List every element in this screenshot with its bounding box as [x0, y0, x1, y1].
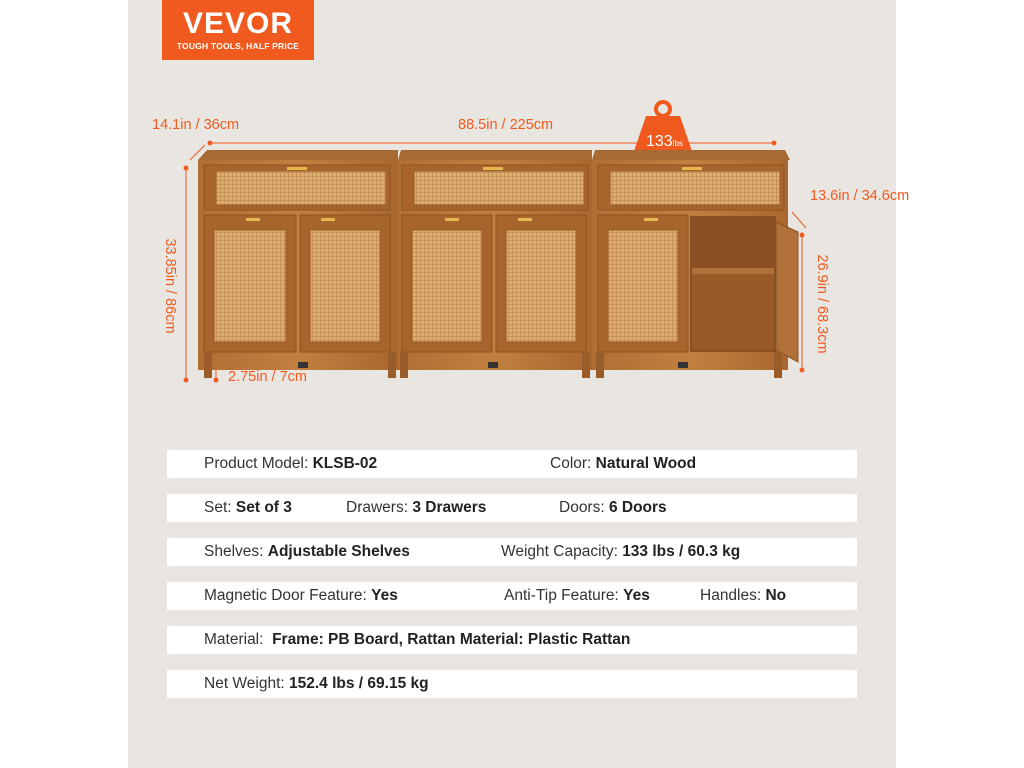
- spec-row-features: [167, 582, 857, 610]
- spec-doors: Doors: 6 Doors: [559, 499, 667, 516]
- spec-model: Product Model: KLSB-02: [204, 455, 378, 472]
- door-depth-label: 13.6in / 34.6cm: [810, 188, 910, 204]
- inner-height-label: 26.9in / 68.3cm: [814, 254, 830, 354]
- brand-name: VEVOR: [182, 7, 294, 40]
- leg-height-label: 2.75in / 7cm: [228, 369, 307, 385]
- height-label: 33.85in / 86cm: [162, 238, 178, 334]
- spec-row-model: [167, 450, 857, 478]
- spec-weight-capacity: Weight Capacity: 133 lbs / 60.3 kg: [501, 543, 741, 560]
- brand-tagline: TOUGH TOOLS, HALF PRICE: [176, 41, 300, 51]
- spec-set: Set: Set of 3: [204, 499, 292, 516]
- depth-top-label: 14.1in / 36cm: [152, 117, 240, 133]
- cabinet-right: [592, 160, 798, 378]
- spec-drawers: Drawers: 3 Drawers: [346, 499, 487, 516]
- spec-row-set: [167, 494, 857, 522]
- cabinet-middle: [398, 160, 592, 378]
- spec-row-shelves: [167, 538, 857, 566]
- weight-value: 133lbs: [646, 133, 683, 150]
- spec-anti-tip: Anti-Tip Feature: Yes: [504, 587, 650, 604]
- spec-row-material: [167, 626, 857, 654]
- spec-color: Color: Natural Wood: [550, 455, 697, 472]
- spec-row-net-weight: [167, 670, 857, 698]
- cabinet-tops: [198, 150, 790, 160]
- width-label: 88.5in / 225cm: [458, 117, 554, 133]
- spec-material: Material: Frame: PB Board, Rattan Material: Plastic Rattan: [204, 631, 631, 648]
- spec-handles: Handles: No: [700, 587, 787, 604]
- spec-net-weight: Net Weight: 152.4 lbs / 69.15 kg: [204, 675, 429, 692]
- spec-magnetic-door: Magnetic Door Feature: Yes: [204, 587, 398, 604]
- spec-shelves: Shelves: Adjustable Shelves: [204, 543, 410, 560]
- cabinet-left: [198, 160, 398, 378]
